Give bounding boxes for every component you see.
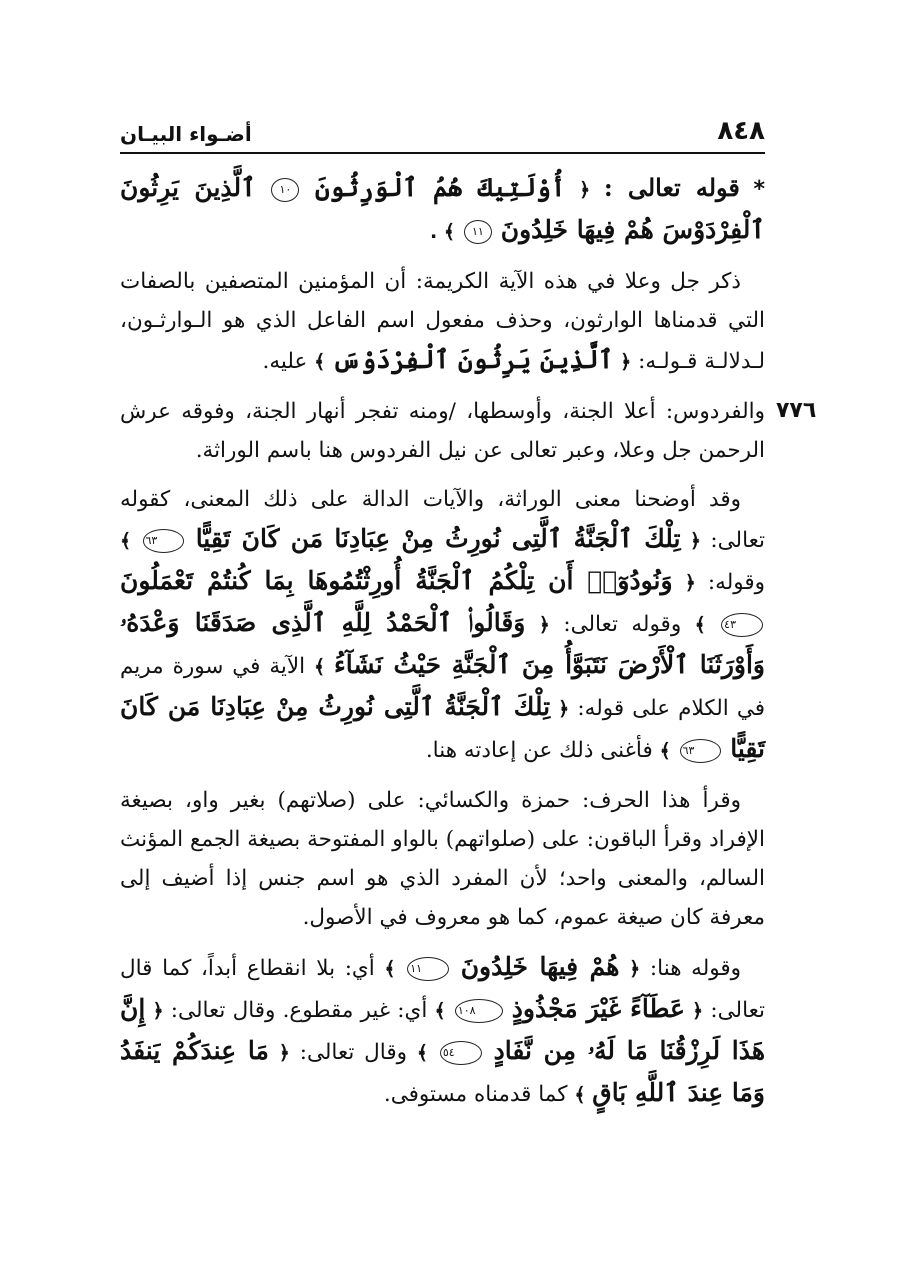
quran-verse: ٱلَّذِينَ يَرِثُونَ ٱلْفِرْدَوْسَ: [332, 345, 614, 374]
ayah-number-marker: ١٠٨: [455, 999, 503, 1023]
ayah-number-marker: ١١: [464, 220, 492, 244]
paragraph-text: فأغنى ذلك عن إعادته هنا.: [425, 738, 653, 763]
paragraph-text: وقوله هنا:: [649, 956, 742, 981]
quran-verse: هُمْ فِيهَا خَلِدُونَ: [460, 952, 620, 981]
quran-open-bracket: ﴿: [692, 1000, 704, 1022]
quran-close-bracket: ﴾: [659, 740, 671, 762]
quran-verse: وَنُودُوٓا۟ أَن تِلْكُمُ ٱلْجَنَّةُ أُورِثْتُمُوهَا بِمَا كُنتُمْ تَعْمَلُونَ: [120, 566, 673, 595]
paragraph-text: كما قدمناه مستوفى.: [383, 1082, 568, 1107]
paragraph-text: وقوله تعالى:: [563, 612, 682, 637]
page-body: [120, 168, 765, 1125]
page-header: [120, 112, 765, 154]
paragraph-text: وقال تعالى:: [299, 1040, 408, 1065]
quran-open-bracket: ﴿: [152, 1000, 164, 1022]
section-heading: [120, 168, 765, 252]
paragraph-5: [120, 947, 765, 1115]
quran-close-bracket: ﴾: [314, 656, 326, 678]
ayah-number-marker: ١١: [407, 957, 449, 981]
quran-open-bracket: ﴿: [558, 698, 570, 720]
quran-verse: وَقَالُوا۟ ٱلْحَمْدُ لِلَّهِ ٱلَّذِى صَدَقَنَا وَعْدَهُۥ وَأَوْرَثَنَا ٱلْأَرْضَ نَتَبَوَّأُ مِنَ ٱلْجَنَّةِ حَيْثُ نَشَآءُ: [120, 608, 765, 679]
quran-verse: إِنَّ هَذَا لَرِزْقُنَا مَا لَهُۥ مِن نَّفَادٍ: [120, 994, 766, 1065]
margin-page-marker: ٧٧٦: [776, 398, 817, 423]
ayah-number-marker: ٤٣: [721, 613, 763, 637]
heading-lead: قوله تعالى :: [603, 173, 740, 202]
quran-close-bracket: ﴾: [574, 1084, 586, 1106]
running-title: أضـواء البيـان: [120, 122, 252, 146]
paragraph-text: وقوله:: [707, 570, 766, 595]
quran-close-bracket: ﴾: [434, 1000, 446, 1022]
paragraph-text: عليه.: [262, 349, 308, 374]
quran-close-bracket: ﴾: [120, 530, 132, 552]
ayah-number-marker: ٦٣: [680, 739, 722, 763]
quran-verse: ٱلَّذِينَ يَرِثُونَ ٱلْفِرْدَوْسَ هُمْ فِيهَا خَلِدُونَ: [120, 173, 765, 244]
quran-verse: تِلْكَ ٱلْجَنَّةُ ٱلَّتِى نُورِثُ مِنْ عِبَادِنَا مَن كَانَ تَقِيًّا: [195, 524, 681, 553]
quran-open-bracket: ﴿: [620, 351, 632, 373]
quran-close-bracket: ﴾ .: [430, 221, 456, 243]
quran-close-bracket: ﴾: [416, 1042, 429, 1064]
quran-verse: تِلْكَ ٱلْجَنَّةُ ٱلَّتِى نُورِثُ مِنْ عِبَادِنَا مَن كَانَ تَقِيًّا: [120, 692, 765, 763]
quran-open-bracket: ﴿: [684, 572, 696, 594]
paragraph-2: [120, 392, 765, 470]
paragraph-3: [120, 480, 765, 771]
quran-close-bracket: ﴾: [314, 351, 326, 373]
ayah-number-marker: ١٠: [271, 178, 299, 202]
page-number: ٨٤٨: [717, 116, 765, 146]
paragraph-text: ذكر جل وعلا في هذه الآية الكريمة: أن المؤمنين المتصفين بالصفات التي قدمناها الوارثون، وحذف مفعول اسم الفاعل الذي هو الـوارثـون، لـدلالـة قـولـه:: [120, 269, 765, 374]
ayah-number-marker: ٦٣: [143, 529, 185, 553]
paragraph-1: [120, 262, 765, 382]
quran-close-bracket: ﴾: [694, 614, 706, 636]
paragraph-text: أي: بلا انقطاع أبداً، كما قال تعالى:: [120, 956, 765, 1023]
section-star: *: [753, 177, 765, 202]
quran-verse: أُوْلَتِيكَ هُمُ ٱلْوَرِثُونَ: [314, 173, 566, 202]
quran-open-bracket: ﴿: [579, 179, 591, 201]
paragraph-text: وقرأ هذا الحرف: حمزة والكسائي: على (صلاتهم) بغير واو، بصيغة الإفراد وقرأ الباقون: على (صلواتهم) بالواو المفتوحة بصيغة الجمع المؤنث السالم، والمعنى واحد؛ لأن المفرد الذي هو اسم جنس إذا أضيف إلى معرفة كان صيغة عموم، كما هو معروف في الأصول.: [120, 788, 765, 930]
quran-verse: مَا عِندَكُمْ يَنفَدُ وَمَا عِندَ ٱللَّهِ بَاقٍ: [120, 1036, 765, 1107]
paragraph-text: والفردوس: أعلا الجنة، وأوسطها، /ومنه تفجر أنهار الجنة، وفوقه عرش الرحمن جل وعلا، وعبر تعالى عن نيل الفردوس هنا باسم الوراثة.: [120, 399, 765, 463]
ayah-number-marker: ٥٤: [440, 1041, 482, 1065]
quran-open-bracket: ﴿: [538, 614, 550, 636]
paragraph-text: أي: غير مقطوع. وقال تعالى:: [170, 998, 428, 1023]
paragraph-text: وقد أوضحنا معنى الوراثة، والآيات الدالة على ذلك المعنى، كقوله تعالى:: [120, 487, 765, 553]
quran-open-bracket: ﴿: [689, 530, 702, 552]
quran-close-bracket: ﴾: [384, 958, 396, 980]
quran-open-bracket: ﴿: [278, 1042, 290, 1064]
paragraph-text: الآية في سورة مريم في الكلام على قوله:: [120, 654, 766, 721]
quran-open-bracket: ﴿: [629, 958, 641, 980]
quran-verse: عَطَآءً غَيْرَ مَجْذُوذٍ: [511, 994, 685, 1023]
paragraph-4: [120, 781, 765, 937]
